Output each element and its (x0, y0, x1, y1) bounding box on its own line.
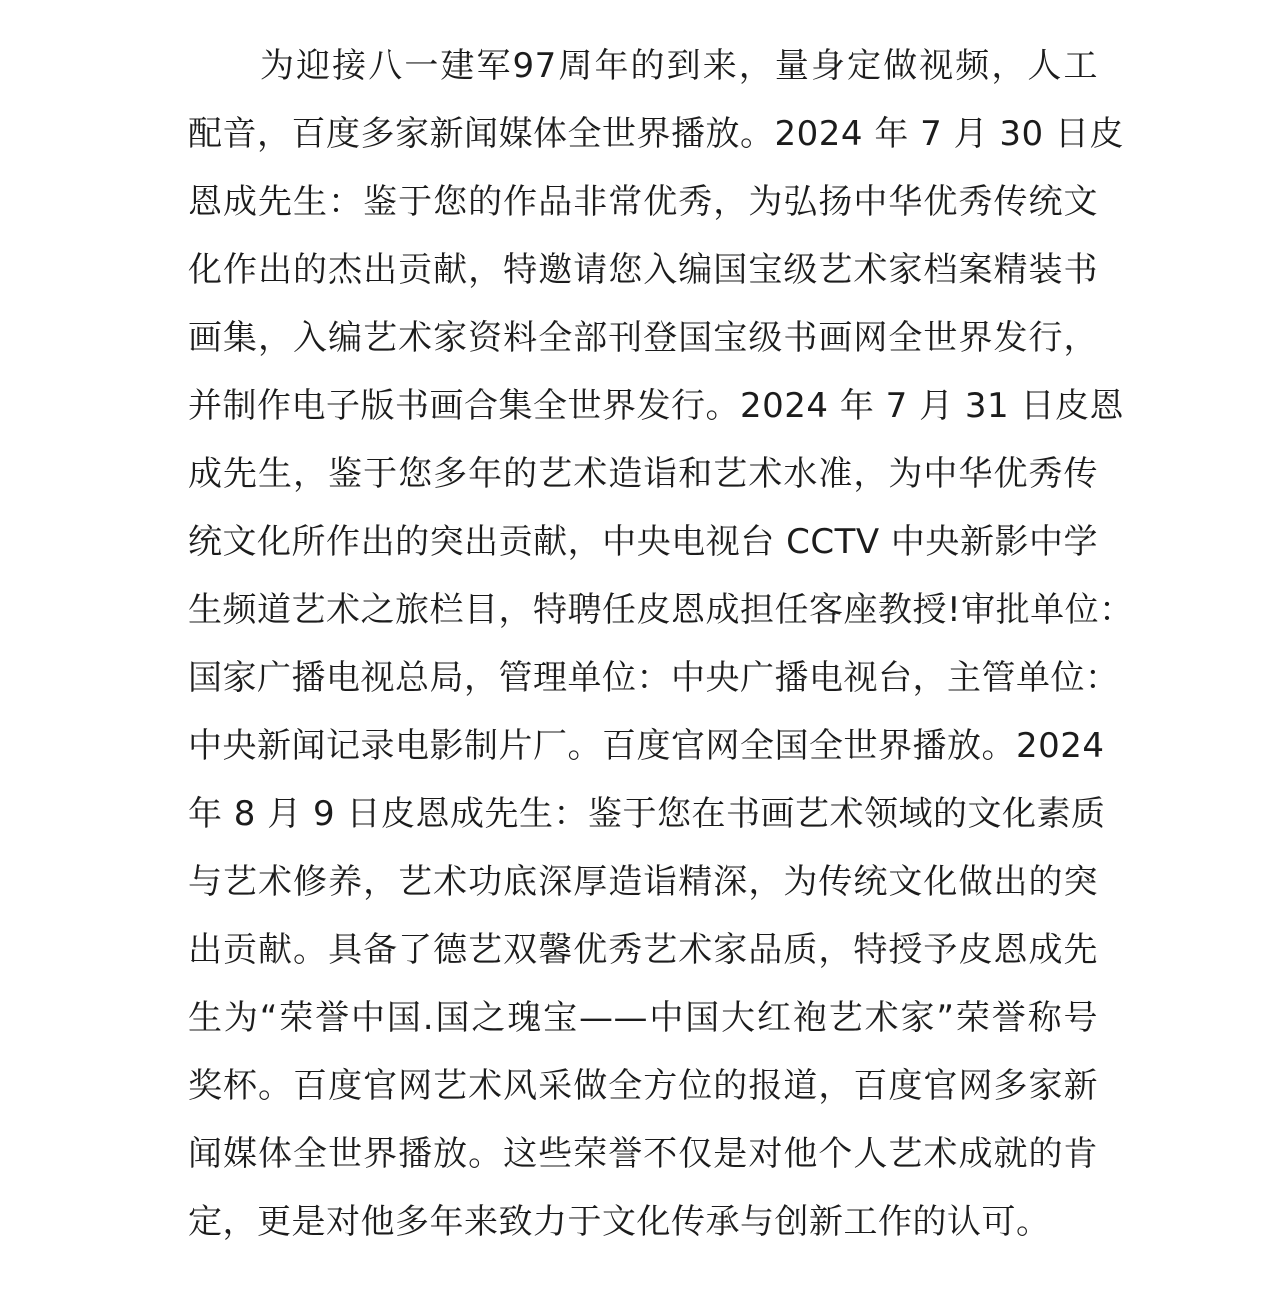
paragraph-line: 中央新闻记录电影制片厂。百度官网全国全世界播放。2024 (188, 726, 1105, 766)
paragraph-line: 定，更是对他多年来致力于文化传承与创新工作的认可。 (188, 1202, 1051, 1242)
paragraph-line: 化作出的杰出贡献，特邀请您入编国宝级艺术家档案精装书 (188, 250, 1098, 290)
paragraph-line: 奖杯。百度官网艺术风采做全方位的报道，百度官网多家新 (188, 1066, 1098, 1106)
paragraph-line: 配音，百度多家新闻媒体全世界播放。2024 年 7 月 30 日皮 (188, 114, 1124, 154)
paragraph-line: 统文化所作出的突出贡献，中央电视台 CCTV 中央新影中学 (188, 522, 1098, 562)
paragraph-line: 闻媒体全世界播放。这些荣誉不仅是对他个人艺术成就的肯 (188, 1134, 1098, 1174)
paragraph-line: 恩成先生：鉴于您的作品非常优秀，为弘扬中华优秀传统文 (188, 182, 1098, 222)
body-paragraph (188, 32, 1134, 1256)
paragraph-line: 生频道艺术之旅栏目，特聘任皮恩成担任客座教授!审批单位： (188, 590, 1134, 630)
paragraph-line: 画集，入编艺术家资料全部刊登国宝级书画网全世界发行， (188, 318, 1098, 358)
paragraph-line: 国家广播电视总局，管理单位：中央广播电视台，主管单位： (188, 658, 1120, 698)
paragraph-line: 生为“荣誉中国.国之瑰宝——中国大红袍艺术家”荣誉称号 (188, 998, 1098, 1038)
paragraph-line: 年 8 月 9 日皮恩成先生：鉴于您在书画艺术领域的文化素质 (188, 794, 1106, 834)
paragraph-line: 成先生，鉴于您多年的艺术造诣和艺术水准，为中华优秀传 (188, 454, 1098, 494)
paragraph-line: 为迎接八一建军97周年的到来，量身定做视频，人工 (260, 46, 1098, 86)
paragraph-line: 并制作电子版书画合集全世界发行。2024 年 7 月 31 日皮恩 (188, 386, 1124, 426)
paragraph-line: 与艺术修养，艺术功底深厚造诣精深，为传统文化做出的突 (188, 862, 1098, 902)
paragraph-line: 出贡献。具备了德艺双馨优秀艺术家品质，特授予皮恩成先 (188, 930, 1098, 970)
